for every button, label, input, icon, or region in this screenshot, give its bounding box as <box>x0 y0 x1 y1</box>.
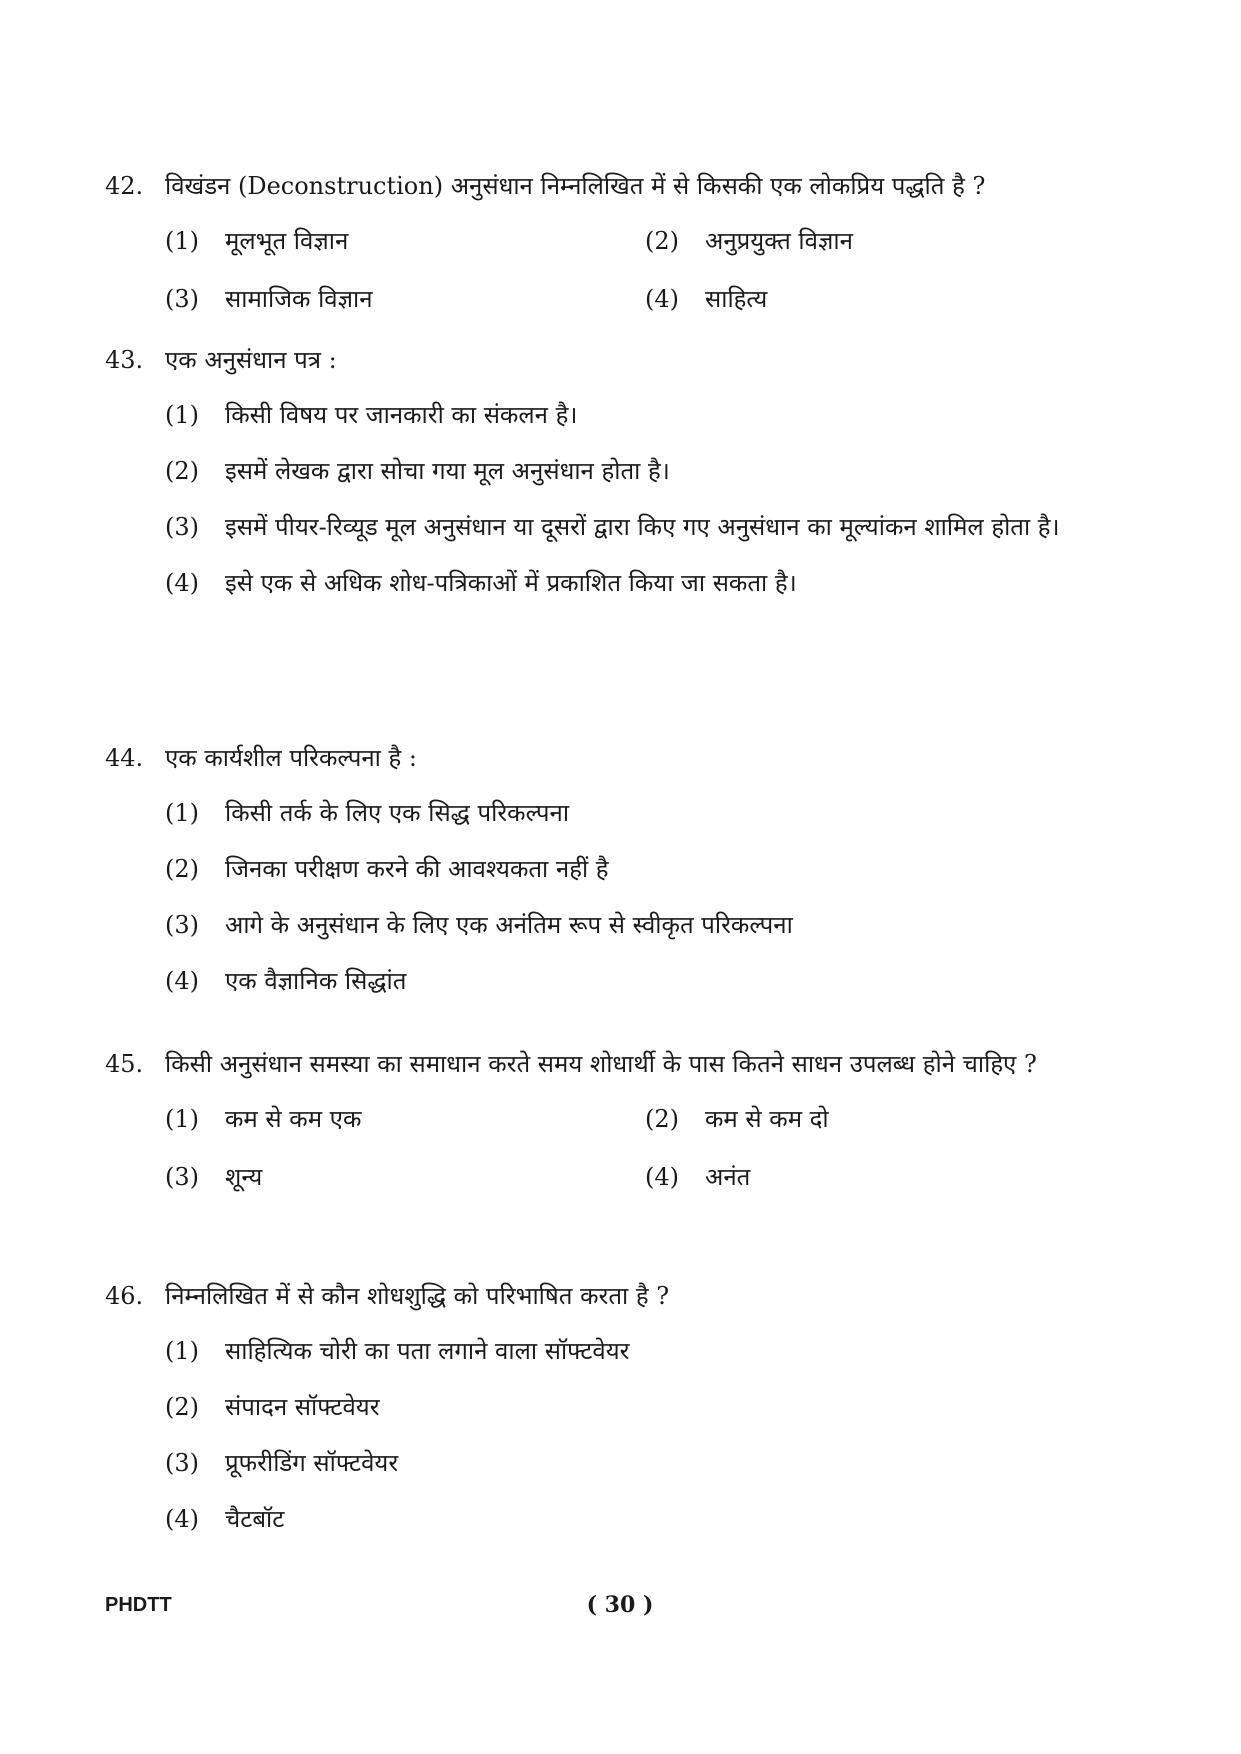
question-42 <box>105 162 1145 322</box>
option-number: (4) <box>165 569 199 597</box>
option-number: (1) <box>165 401 199 429</box>
option-number: (1) <box>165 1105 199 1133</box>
options-list <box>165 790 1145 1004</box>
option-number: (4) <box>165 1505 199 1533</box>
option-3 <box>165 1440 1145 1486</box>
option-text: कम से कम एक <box>225 1105 362 1133</box>
option-4 <box>645 276 1125 322</box>
option-text: साहित्यिक चोरी का पता लगाने वाला सॉफ्टवेयर <box>225 1337 630 1365</box>
question-44 <box>105 734 1145 1014</box>
option-number: (1) <box>165 227 199 255</box>
option-3 <box>165 276 645 322</box>
option-4 <box>165 1496 1145 1542</box>
option-number: (1) <box>165 799 199 827</box>
option-1 <box>165 218 645 264</box>
option-1 <box>165 1328 1145 1374</box>
options-list <box>165 392 1145 606</box>
question-text: एक अनुसंधान पत्र : <box>165 346 337 374</box>
option-text: इसमें लेखक द्वारा सोचा गया मूल अनुसंधान होता है। <box>225 457 670 485</box>
option-number: (1) <box>165 1337 199 1365</box>
option-number: (3) <box>165 513 199 541</box>
option-text: प्रूफरीडिंग सॉफ्टवेयर <box>225 1449 399 1477</box>
option-1 <box>165 392 1145 438</box>
question-43 <box>105 336 1145 616</box>
option-4 <box>165 958 1145 1004</box>
option-text: चैटबॉट <box>225 1505 285 1533</box>
option-text: साहित्य <box>705 285 768 313</box>
option-number: (2) <box>645 1105 679 1133</box>
option-number: (4) <box>165 967 199 995</box>
option-3 <box>165 902 1145 948</box>
question-number: 45. <box>105 1050 144 1078</box>
option-text: इसे एक से अधिक शोध-पत्रिकाओं में प्रकाशित किया जा सकता है। <box>225 569 797 597</box>
option-text: सामाजिक विज्ञान <box>225 285 373 313</box>
paper-code: PHDTT <box>105 1594 172 1616</box>
option-number: (4) <box>645 1163 679 1191</box>
options-list <box>165 1328 1145 1542</box>
question-number: 43. <box>105 346 144 374</box>
option-2 <box>165 1384 1145 1430</box>
option-number: (2) <box>165 1393 199 1421</box>
question-46 <box>105 1272 1145 1552</box>
question-number: 46. <box>105 1282 144 1310</box>
option-number: (3) <box>165 285 199 313</box>
option-text: संपादन सॉफ्टवेयर <box>225 1393 380 1421</box>
page-number: ( 30 ) <box>586 1592 654 1618</box>
option-text: किसी तर्क के लिए एक सिद्ध परिकल्पना <box>225 799 570 827</box>
option-text: जिनका परीक्षण करने की आवश्यकता नहीं है <box>225 855 609 883</box>
option-text: अनंत <box>705 1163 751 1191</box>
option-number: (2) <box>165 855 199 883</box>
option-4 <box>645 1154 1125 1200</box>
option-number: (2) <box>165 457 199 485</box>
option-text: एक वैज्ञानिक सिद्धांत <box>225 967 407 995</box>
option-text: मूलभूत विज्ञान <box>225 227 349 255</box>
option-text: आगे के अनुसंधान के लिए एक अनंतिम रूप से स्वीकृत परिकल्पना <box>225 911 793 939</box>
option-text: इसमें पीयर-रिव्यूड मूल अनुसंधान या दूसरों द्वारा किए गए अनुसंधान का मूल्यांकन शामिल होता है। <box>225 513 1060 541</box>
option-2 <box>645 218 1125 264</box>
option-4 <box>165 560 1145 606</box>
question-text: किसी अनुसंधान समस्या का समाधान करते समय शोधार्थी के पास कितने साधन उपलब्ध होने चाहिए ? <box>165 1050 1037 1078</box>
option-3 <box>165 1154 645 1200</box>
options-grid <box>165 1096 1145 1200</box>
question-number: 42. <box>105 172 144 200</box>
question-text: निम्नलिखित में से कौन शोधशुद्धि को परिभाषित करता है ? <box>165 1282 670 1310</box>
option-text: किसी विषय पर जानकारी का संकलन है। <box>225 401 578 429</box>
option-2 <box>165 846 1145 892</box>
option-number: (4) <box>645 285 679 313</box>
option-2 <box>165 448 1145 494</box>
question-text: एक कार्यशील परिकल्पना है : <box>165 744 417 772</box>
options-grid <box>165 218 1145 322</box>
option-1 <box>165 790 1145 836</box>
option-text: अनुप्रयुक्त विज्ञान <box>705 227 853 255</box>
option-1 <box>165 1096 645 1142</box>
option-number: (2) <box>645 227 679 255</box>
question-number: 44. <box>105 744 144 772</box>
option-text: शून्य <box>225 1163 263 1191</box>
question-text: विखंडन (Deconstruction) अनुसंधान निम्नलिखित में से किसकी एक लोकप्रिय पद्धति है ? <box>165 172 986 200</box>
question-45 <box>105 1040 1145 1200</box>
option-number: (3) <box>165 1449 199 1477</box>
option-number: (3) <box>165 911 199 939</box>
option-3 <box>165 504 1145 550</box>
option-number: (3) <box>165 1163 199 1191</box>
option-text: कम से कम दो <box>705 1105 829 1133</box>
option-2 <box>645 1096 1125 1142</box>
